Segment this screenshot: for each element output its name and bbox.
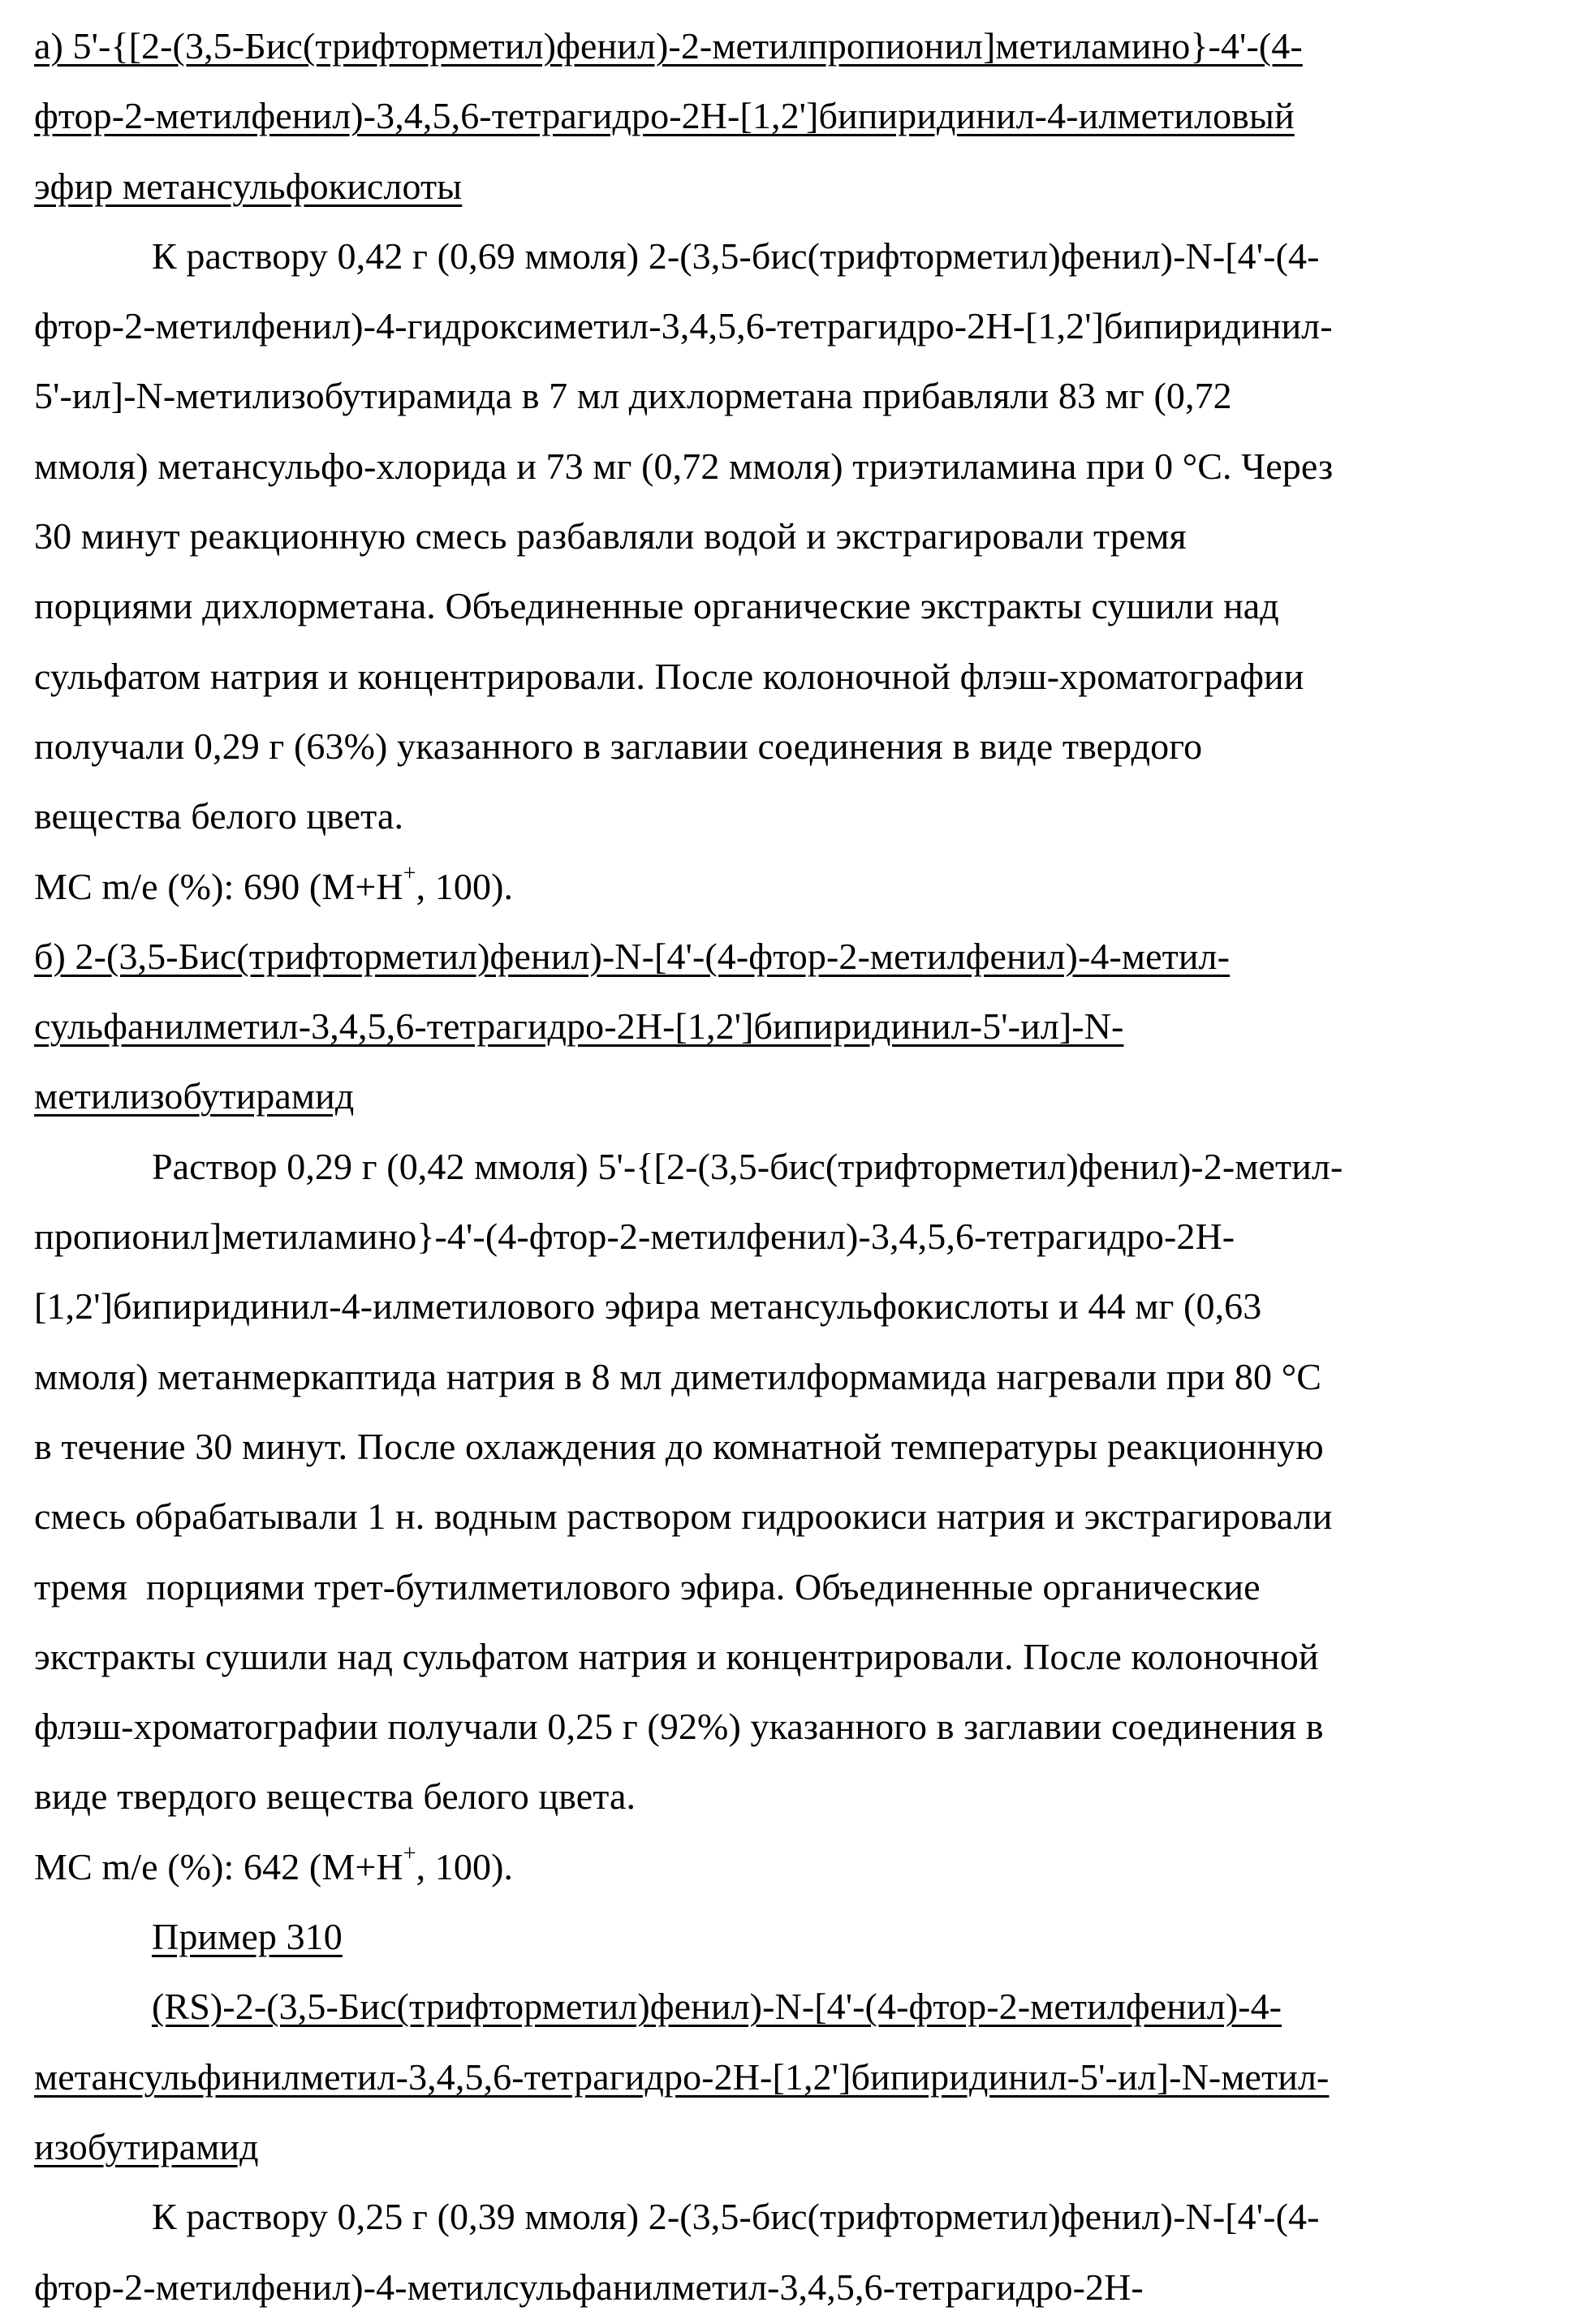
- paragraph-line: виде твердого вещества белого цвета.: [34, 1775, 636, 1818]
- section-b: [34, 922, 1544, 1902]
- title-text: эфир метансульфокислоты: [34, 165, 463, 207]
- ms-suffix: , 100).: [416, 1845, 514, 1887]
- section-a-title-line: [34, 152, 1544, 222]
- paragraph-line: вещества белого цвета.: [34, 795, 404, 837]
- section-a-title-line: [34, 11, 1544, 81]
- title-text: (RS)-2-(3,5-Бис(трифторметил)фенил)-N-[4'-(4-фтор-2-метилфенил)-4-: [152, 1986, 1282, 2028]
- ms-prefix: МС m/e (%): 690 (М+Н: [34, 865, 403, 907]
- paragraph-line: тремя порциями трет-бутилметилового эфира. Объединенные органические: [34, 1565, 1261, 1607]
- paragraph-line: ммоля) метансульфо-хлорида и 73 мг (0,72 ммоля) триэтиламина при 0 °С. Через: [34, 445, 1334, 487]
- title-text: б) 2-(3,5-Бис(трифторметил)фенил)-N-[4'-(4-фтор-2-метилфенил)-4-метил-: [34, 935, 1231, 977]
- section-b-title-line: [34, 992, 1544, 1061]
- mass-spec-line: [34, 852, 1544, 922]
- example-title-line: [34, 2042, 1544, 2112]
- section-b-title-line: [34, 1061, 1544, 1131]
- example-title-line: [34, 1972, 1544, 2042]
- ms-suffix: , 100).: [416, 865, 514, 907]
- paragraph-line: пропионил]метиламино}-4'-(4-фтор-2-метилфенил)-3,4,5,6-тетрагидро-2Н-: [34, 1216, 1235, 1258]
- paragraph-line: порциями дихлорметана. Объединенные органические экстракты сушили над: [34, 585, 1279, 627]
- paragraph-line: получали 0,29 г (63%) указанного в заглавии соединения в виде твердого: [34, 725, 1203, 767]
- mass-spec-line: [34, 1832, 1544, 1902]
- title-text: метилизобутирамид: [34, 1075, 355, 1117]
- document-page: [34, 11, 1544, 2322]
- paragraph-line: Раствор 0,29 г (0,42 ммоля) 5'-{[2-(3,5-бис(трифторметил)фенил)-2-метил-: [152, 1145, 1343, 1187]
- paragraph-line: в течение 30 минут. После охлаждения до комнатной температуры реакционную: [34, 1425, 1324, 1467]
- paragraph-line: фтор-2-метилфенил)-4-гидроксиметил-3,4,5,6-тетрагидро-2Н-[1,2']бипиридинил-: [34, 305, 1333, 347]
- example-310: [34, 1902, 1544, 2322]
- ms-superscript: +: [403, 1841, 416, 1867]
- section-a-title-line: [34, 81, 1544, 151]
- heading-text: Пример 310: [152, 1916, 343, 1958]
- title-text: изобутирамид: [34, 2125, 259, 2167]
- paragraph-line: флэш-хроматографии получали 0,25 г (92%) указанного в заглавии соединения в: [34, 1706, 1324, 1748]
- paragraph-line: К раствору 0,42 г (0,69 ммоля) 2-(3,5-бис(трифторметил)фенил)-N-[4'-(4-: [152, 235, 1320, 277]
- ms-superscript: +: [403, 861, 416, 887]
- title-text: фтор-2-метилфенил)-3,4,5,6-тетрагидро-2Н-[1,2']бипиридинил-4-илметиловый: [34, 95, 1295, 137]
- paragraph-line: 5'-ил]-N-метилизобутирамида в 7 мл дихлорметана прибавляли 83 мг (0,72: [34, 375, 1232, 417]
- title-text: а) 5'-{[2-(3,5-Бис(трифторметил)фенил)-2-метилпропионил]метиламино}-4'-(4-: [34, 25, 1303, 67]
- paragraph-line: фтор-2-метилфенил)-4-метилсульфанилметил-3,4,5,6-тетрагидро-2Н-: [34, 2266, 1144, 2308]
- paragraph-line: 30 минут реакционную смесь разбавляли водой и экстрагировали тремя: [34, 515, 1187, 557]
- paragraph-line: [1,2']бипиридинил-4-илметилового эфира метансульфокислоты и 44 мг (0,63: [34, 1285, 1262, 1328]
- example-title-line: [34, 2112, 1544, 2182]
- title-text: метансульфинилметил-3,4,5,6-тетрагидро-2Н-[1,2']бипиридинил-5'-ил]-N-метил-: [34, 2055, 1330, 2098]
- section-a: [34, 11, 1544, 922]
- example-heading: [34, 1902, 1544, 1972]
- paragraph-line: сульфатом натрия и концентрировали. После колоночной флэш-хроматографии: [34, 655, 1304, 697]
- paragraph-line: ммоля) метанмеркаптида натрия в 8 мл диметилформамида нагревали при 80 °С: [34, 1355, 1322, 1397]
- title-text: сульфанилметил-3,4,5,6-тетрагидро-2Н-[1,2']бипиридинил-5'-ил]-N-: [34, 1005, 1124, 1048]
- paragraph-line: К раствору 0,25 г (0,39 ммоля) 2-(3,5-бис(трифторметил)фенил)-N-[4'-(4-: [152, 2196, 1320, 2238]
- paragraph-line: экстракты сушили над сульфатом натрия и концентрировали. После колоночной: [34, 1635, 1319, 1677]
- section-b-title-line: [34, 922, 1544, 992]
- paragraph-line: смесь обрабатывали 1 н. водным раствором гидроокиси натрия и экстрагировали: [34, 1496, 1333, 1538]
- ms-prefix: МС m/e (%): 642 (М+Н: [34, 1845, 403, 1887]
